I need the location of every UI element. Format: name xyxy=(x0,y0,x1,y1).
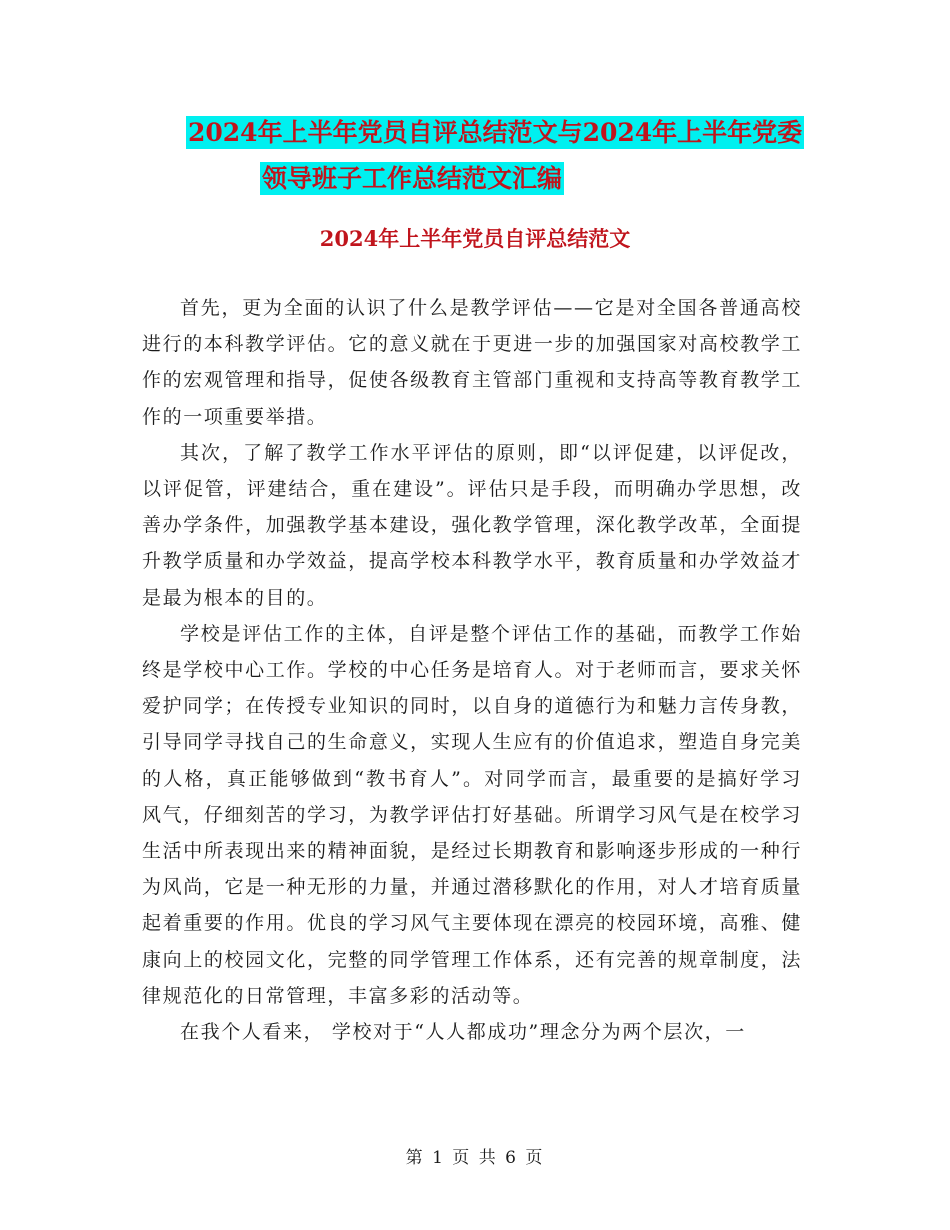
paragraph-2: 其次，了解了教学工作水平评估的原则，即“以评促建，以评促改，以评促管，评建结合，重在建设”。评估只是手段，而明确办学思想，改善办学条件，加强教学基本建设，强化教学管理，深化教学改革，全面提升教学质量和办学效益，提高学校本科教学水平，教育质量和办学效益才是最为根本的目的。 xyxy=(142,441,802,609)
section-title: 2024年上半年党员自评总结范文 xyxy=(319,226,631,251)
paragraph-3: 学校是评估工作的主体，自评是整个评估工作的基础，而教学工作始终是学校中心工作。学校的中心任务是培育人。对于老师而言，要求关怀爱护同学；在传授专业知识的同时，以自身的道德行为和魅力言传身教，引导同学寻找自己的生命意义，实现人生应有的价值追求，塑造自身完美的人格，真正能够做到“教书育人”。对同学而言，最重要的是搞好学习风气，仔细刻苦的学习，为教学评估打好基础。所谓学习风气是在校学习生活中所表现出来的精神面貌，是经过长期教育和影响逐步形成的一种行为风尚，它是一种无形的力量，并通过潜移默化的作用，对人才培育质量起着重要的作用。优良的学习风气主要体现在漂亮的校园环境，高雅、健康向上的校园文化，完整的同学管理工作体系，还有完善的规章制度，法律规范化的日常管理，丰富多彩的活动等。 xyxy=(142,622,802,1007)
title-line-2: 领导班子工作总结范文汇编 xyxy=(262,164,563,193)
paragraph-4: 在我个人看来， 学校对于“人人都成功”理念分为两个层次，一 xyxy=(180,1021,746,1044)
document-title xyxy=(0,110,950,202)
title-line-1: 2024年上半年党员自评总结范文与2024年上半年党委 xyxy=(188,118,803,147)
page-footer: 第 1 页 共 6 页 xyxy=(405,1148,545,1168)
paragraph-1: 首先，更为全面的认识了什么是教学评估——它是对全国各普通高校进行的本科教学评估。它的意义就在于更进一步的加强国家对高校教学工作的宏观管理和指导，促使各级教育主管部门重视和支持高等教育教学工作的一项重要举措。 xyxy=(142,297,802,428)
body-text xyxy=(142,290,802,1050)
